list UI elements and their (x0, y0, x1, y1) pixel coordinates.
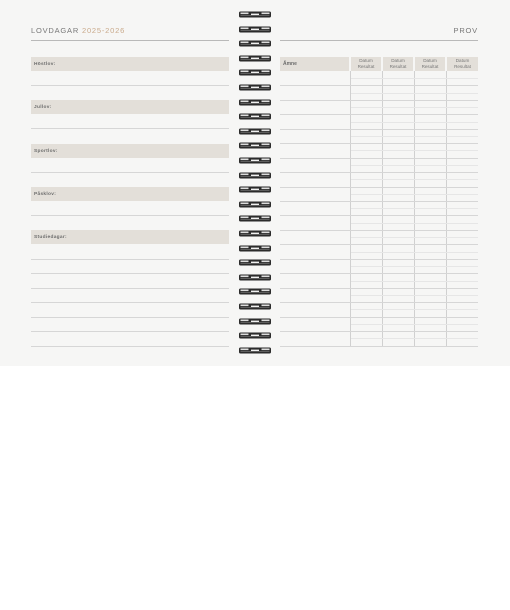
left-header-rule (31, 40, 229, 41)
spiral-coil-icon (239, 172, 271, 179)
column-header-text (351, 58, 381, 70)
spiral-coil-icon (239, 69, 271, 76)
spiral-coil-icon (239, 318, 271, 325)
spiral-coil-icon (239, 186, 271, 193)
writing-line (31, 288, 229, 289)
spiral-coil-icon (239, 215, 271, 222)
table-row-line (280, 158, 478, 159)
writing-line (31, 128, 229, 129)
holiday-label-sports: Sportlov: (31, 144, 229, 158)
column-date-label: Datum (359, 58, 373, 63)
table-row-line (280, 244, 478, 245)
spiral-coil-icon (239, 128, 271, 135)
table-subrow-line (351, 78, 478, 79)
table-subrow-line (351, 266, 478, 267)
holiday-label-autumn: Höstlov: (31, 57, 229, 71)
table-row-line (280, 143, 478, 144)
spiral-coil-icon (239, 40, 271, 47)
spiral-coil-icon (239, 113, 271, 120)
spiral-coil-icon (239, 99, 271, 106)
table-row-line (280, 302, 478, 303)
subject-header-label: Ämne (283, 61, 297, 67)
table-subrow-line (351, 136, 478, 137)
left-page-title (31, 26, 125, 35)
column-result-label: Resultat (357, 63, 375, 69)
spiral-coil-icon (239, 274, 271, 281)
table-row-line (280, 100, 478, 101)
writing-line (31, 172, 229, 173)
table-row-line (280, 85, 478, 86)
holiday-label-easter: Påsklov: (31, 187, 229, 201)
table-subrow-line (351, 107, 478, 108)
column-result-label: Resultat (421, 63, 439, 69)
writing-line (31, 317, 229, 318)
table-row-line (280, 230, 478, 231)
table-subrow-line (351, 208, 478, 209)
table-row-line (280, 259, 478, 260)
spiral-coil-icon (239, 157, 271, 164)
table-subrow-line (351, 309, 478, 310)
spiral-coil-icon (239, 142, 271, 149)
column-date-label: Datum (423, 58, 437, 63)
table-subrow-line (351, 93, 478, 94)
spiral-coil-icon (239, 288, 271, 295)
column-header-text (415, 58, 445, 70)
spiral-coil-icon (239, 259, 271, 266)
table-subrow-line (351, 281, 478, 282)
spiral-coil-icon (239, 303, 271, 310)
spiral-coil-icon (239, 26, 271, 33)
table-subrow-line (351, 324, 478, 325)
column-result-label: Resultat (389, 63, 407, 69)
left-title-years: 2025-2026 (81, 26, 126, 35)
spiral-coil-icon (239, 201, 271, 208)
spiral-coil-icon (239, 245, 271, 252)
table-subrow-line (351, 252, 478, 253)
table-row-line (280, 172, 478, 173)
spiral-coil-icon (239, 55, 271, 62)
table-row-line (280, 346, 478, 347)
table-subrow-line (351, 223, 478, 224)
right-header-rule (280, 40, 478, 41)
table-subrow-line (351, 338, 478, 339)
writing-line (31, 346, 229, 347)
table-row-line (280, 215, 478, 216)
column-header-text (447, 58, 478, 70)
table-row-line (280, 114, 478, 115)
table-row-line (280, 317, 478, 318)
spiral-coil-icon (239, 84, 271, 91)
spiral-coil-icon (239, 332, 271, 339)
writing-line (31, 215, 229, 216)
table-row-line (280, 331, 478, 332)
column-date-label: Datum (455, 58, 470, 63)
holiday-label-christmas: Jullov: (31, 100, 229, 114)
writing-line (31, 273, 229, 274)
table-row-line (280, 187, 478, 188)
table-row-line (280, 201, 478, 202)
right-page-title: PROV (453, 26, 478, 35)
left-title-text: LOVDAGAR (31, 26, 80, 35)
table-row-line (280, 129, 478, 130)
table-subrow-line (351, 237, 478, 238)
table-subrow-line (351, 179, 478, 180)
writing-line (31, 85, 229, 86)
spiral-coil-icon (239, 347, 271, 354)
table-subrow-line (351, 295, 478, 296)
spiral-coil-icon (239, 11, 271, 18)
holiday-label-study-days: Studiedagar: (31, 230, 229, 244)
table-subrow-line (351, 150, 478, 151)
writing-line (31, 259, 229, 260)
table-row-line (280, 288, 478, 289)
column-result-label: Resultat (454, 63, 471, 69)
table-subrow-line (351, 122, 478, 123)
writing-line (31, 302, 229, 303)
spiral-coil-icon (239, 230, 271, 237)
writing-line (31, 331, 229, 332)
column-date-label: Datum (391, 58, 405, 63)
column-header-text (383, 58, 413, 70)
table-subrow-line (351, 165, 478, 166)
table-row-line (280, 273, 478, 274)
table-subrow-line (351, 194, 478, 195)
